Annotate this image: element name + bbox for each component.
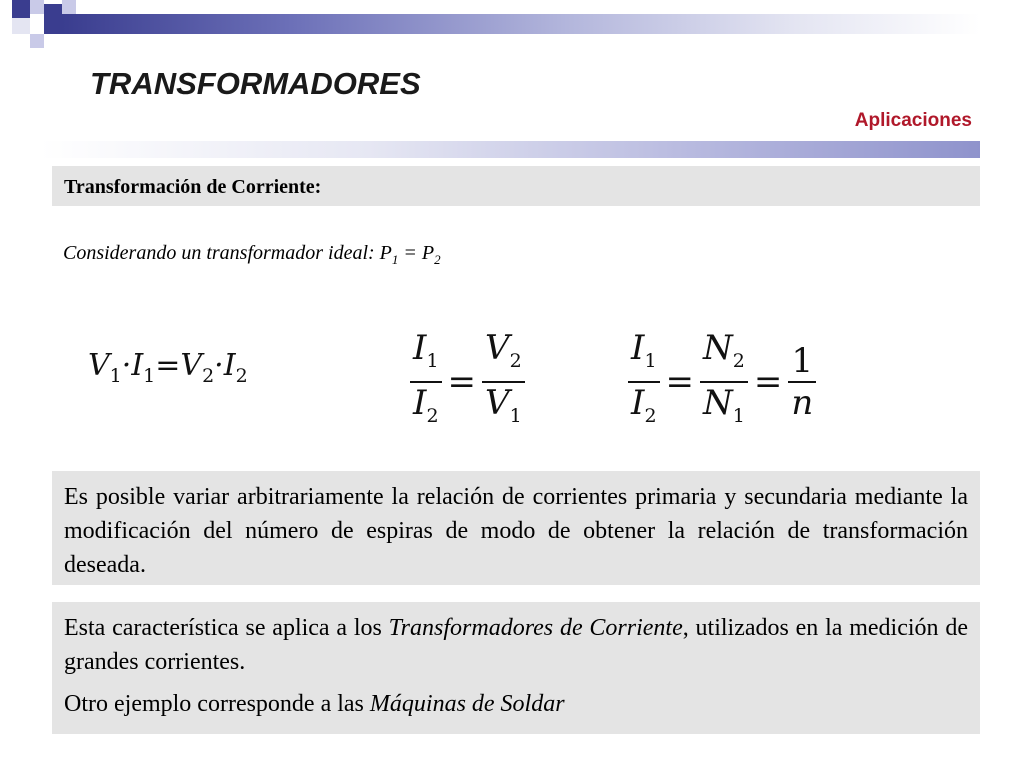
explanation-box — [52, 471, 980, 585]
page-subtitle: Aplicaciones — [854, 110, 972, 131]
section-heading-box — [52, 166, 980, 206]
fraction-current: $\frac{I_1}{I_2}$ — [410, 328, 442, 436]
fraction-voltage: $\frac{V_2}{V_1}$ — [482, 328, 525, 436]
equation-power-balance: $V_1\cdot I_1=V_2\cdot I_2$ — [88, 348, 248, 387]
corner-square-5 — [30, 34, 44, 48]
application-text-1: Esta característica se aplica a los Transformadores de Corriente, utilizados en la medición de grandes corrientes. — [64, 615, 969, 675]
application-box — [52, 602, 980, 734]
corner-square-4 — [62, 0, 76, 14]
application-text-2: Otro ejemplo corresponde a las Máquinas de Soldar — [64, 691, 565, 717]
page-title: TRANSFORMADORES — [90, 66, 421, 101]
corner-square-2 — [30, 0, 44, 14]
corner-square-1 — [12, 0, 30, 18]
fraction-one-over-n: $\frac{1}{n}$ — [788, 341, 816, 423]
section-heading: Transformación de Corriente: — [64, 176, 322, 198]
equation-current-turns-ratio: $\frac{I_1}{I_2}$ = $\frac{N_2}{N_1}$ = $\frac{1}{n}$ — [628, 328, 816, 436]
explanation-text: Es posible variar arbitrariamente la relación de corrientes primaria y secundaria mediante la modificación del número de espiras de modo de obtener la relación de transformación deseada. — [64, 484, 968, 578]
fraction-current-2: $\frac{I_1}{I_2}$ — [628, 328, 660, 436]
corner-square-3 — [44, 4, 62, 34]
fraction-turns: $\frac{N_2}{N_1}$ — [700, 328, 748, 436]
corner-square-6 — [12, 18, 30, 34]
intro-text: Considerando un transformador ideal: $P_1 = P_2$ — [63, 242, 441, 267]
header-gradient-bar — [62, 14, 980, 34]
divider-gradient-bar — [40, 141, 980, 158]
equation-current-voltage-ratio: $\frac{I_1}{I_2}$ = $\frac{V_2}{V_1}$ — [410, 328, 525, 436]
